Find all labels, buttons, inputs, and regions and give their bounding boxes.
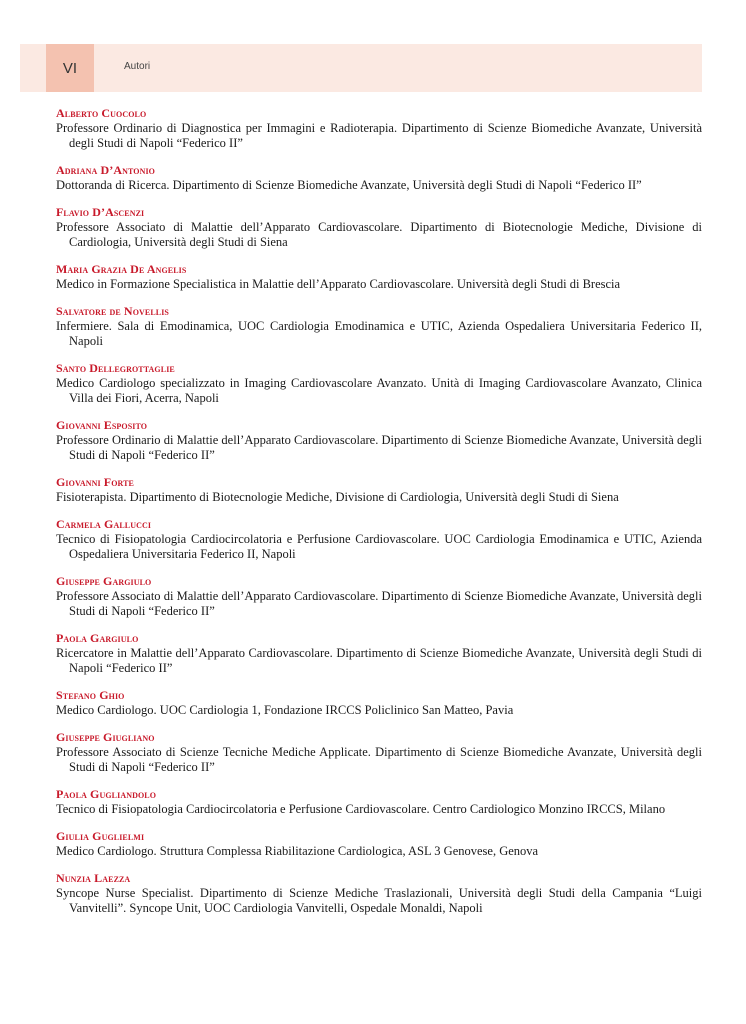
author-name: Paola Gugliandolo — [56, 787, 157, 801]
author-affiliation: Professore Associato di Scienze Tecniche Mediche Applicate. Dipartimento di Scienze Biomediche Avanzate, Università degli Studi di Napoli “Federico II” — [56, 745, 702, 774]
author-affiliation: Tecnico di Fisiopatologia Cardiocircolatoria e Perfusione Cardiovascolare. UOC Cardiologia Emodinamica e UTIC, Azienda Ospedaliera Universitaria Federico II, Napoli — [56, 532, 702, 561]
author-entry — [56, 573, 702, 619]
author-entry — [56, 303, 702, 349]
author-name: Giovanni Esposito — [56, 418, 148, 432]
author-entry — [56, 474, 702, 505]
author-affiliation: Medico in Formazione Specialistica in Malattie dell’Apparato Cardiovascolare. Università degli Studi di Brescia — [56, 277, 621, 291]
author-name: Nunzia Laezza — [56, 871, 131, 885]
author-name: Adriana D’Antonio — [56, 163, 155, 177]
author-entry — [56, 687, 702, 718]
author-name: Santo Dellegrottaglie — [56, 361, 175, 375]
author-affiliation: Medico Cardiologo. Struttura Complessa Riabilitazione Cardiologica, ASL 3 Genovese, Genova — [56, 844, 539, 858]
author-entry — [56, 729, 702, 775]
author-name: Giuseppe Gargiulo — [56, 574, 152, 588]
author-entry — [56, 162, 702, 193]
author-name: Alberto Cuocolo — [56, 106, 147, 120]
page-number: VI — [46, 44, 94, 92]
author-affiliation: Infermiere. Sala di Emodinamica, UOC Cardiologia Emodinamica e UTIC, Azienda Ospedaliera Universitaria Federico II, Napoli — [56, 319, 702, 348]
author-affiliation: Fisioterapista. Dipartimento di Biotecnologie Mediche, Divisione di Cardiologia, Università degli Studi di Siena — [56, 490, 619, 504]
author-name: Carmela Gallucci — [56, 517, 152, 531]
author-name: Paola Gargiulo — [56, 631, 139, 645]
author-name: Salvatore de Novellis — [56, 304, 169, 318]
author-entry — [56, 204, 702, 250]
author-entry — [56, 870, 702, 916]
author-entry — [56, 417, 702, 463]
author-list — [56, 105, 702, 927]
author-entry — [56, 261, 702, 292]
author-entry — [56, 828, 702, 859]
author-affiliation: Tecnico di Fisiopatologia Cardiocircolatoria e Perfusione Cardiovascolare. Centro Cardiologico Monzino IRCCS, Milano — [56, 802, 666, 816]
header-band — [20, 44, 702, 92]
author-affiliation: Professore Ordinario di Diagnostica per Immagini e Radioterapia. Dipartimento di Scienze Biomediche Avanzate, Università degli Studi di Napoli “Federico II” — [56, 121, 702, 150]
author-entry — [56, 105, 702, 151]
author-entry — [56, 516, 702, 562]
author-affiliation: Medico Cardiologo. UOC Cardiologia 1, Fondazione IRCCS Policlinico San Matteo, Pavia — [56, 703, 514, 717]
author-name: Flavio D’Ascenzi — [56, 205, 145, 219]
author-name: Giulia Guglielmi — [56, 829, 145, 843]
author-name: Giovanni Forte — [56, 475, 134, 489]
author-affiliation: Ricercatore in Malattie dell’Apparato Cardiovascolare. Dipartimento di Scienze Biomediche Avanzate, Università degli Studi di Napoli “Federico II” — [56, 646, 702, 675]
author-name: Maria Grazia De Angelis — [56, 262, 187, 276]
author-affiliation: Syncope Nurse Specialist. Dipartimento di Scienze Mediche Traslazionali, Università degli Studi della Campania “Luigi Vanvitelli”. Syncope Unit, UOC Cardiologia Vanvitelli, Ospedale Monaldi, Napoli — [56, 886, 702, 915]
author-affiliation: Professore Associato di Malattie dell’Apparato Cardiovascolare. Dipartimento di Scienze Biomediche Avanzate, Università degli Studi di Napoli “Federico II” — [56, 589, 702, 618]
author-affiliation: Professore Ordinario di Malattie dell’Apparato Cardiovascolare. Dipartimento di Scienze Biomediche Avanzate, Università degli Studi di Napoli “Federico II” — [56, 433, 702, 462]
author-entry — [56, 360, 702, 406]
author-name: Giuseppe Giugliano — [56, 730, 155, 744]
author-affiliation: Professore Associato di Malattie dell’Apparato Cardiovascolare. Dipartimento di Biotecnologie Mediche, Divisione di Cardiologia, Università degli Studi di Siena — [56, 220, 702, 249]
author-entry — [56, 630, 702, 676]
author-name: Stefano Ghio — [56, 688, 125, 702]
author-entry — [56, 786, 702, 817]
author-affiliation: Dottoranda di Ricerca. Dipartimento di Scienze Biomediche Avanzate, Università degli Studi di Napoli “Federico II” — [56, 178, 642, 192]
running-head: Autori — [124, 61, 151, 72]
author-affiliation: Medico Cardiologo specializzato in Imaging Cardiovascolare Avanzato. Unità di Imaging Cardiovascolare Avanzato, Clinica Villa dei Fiori, Acerra, Napoli — [56, 376, 702, 405]
